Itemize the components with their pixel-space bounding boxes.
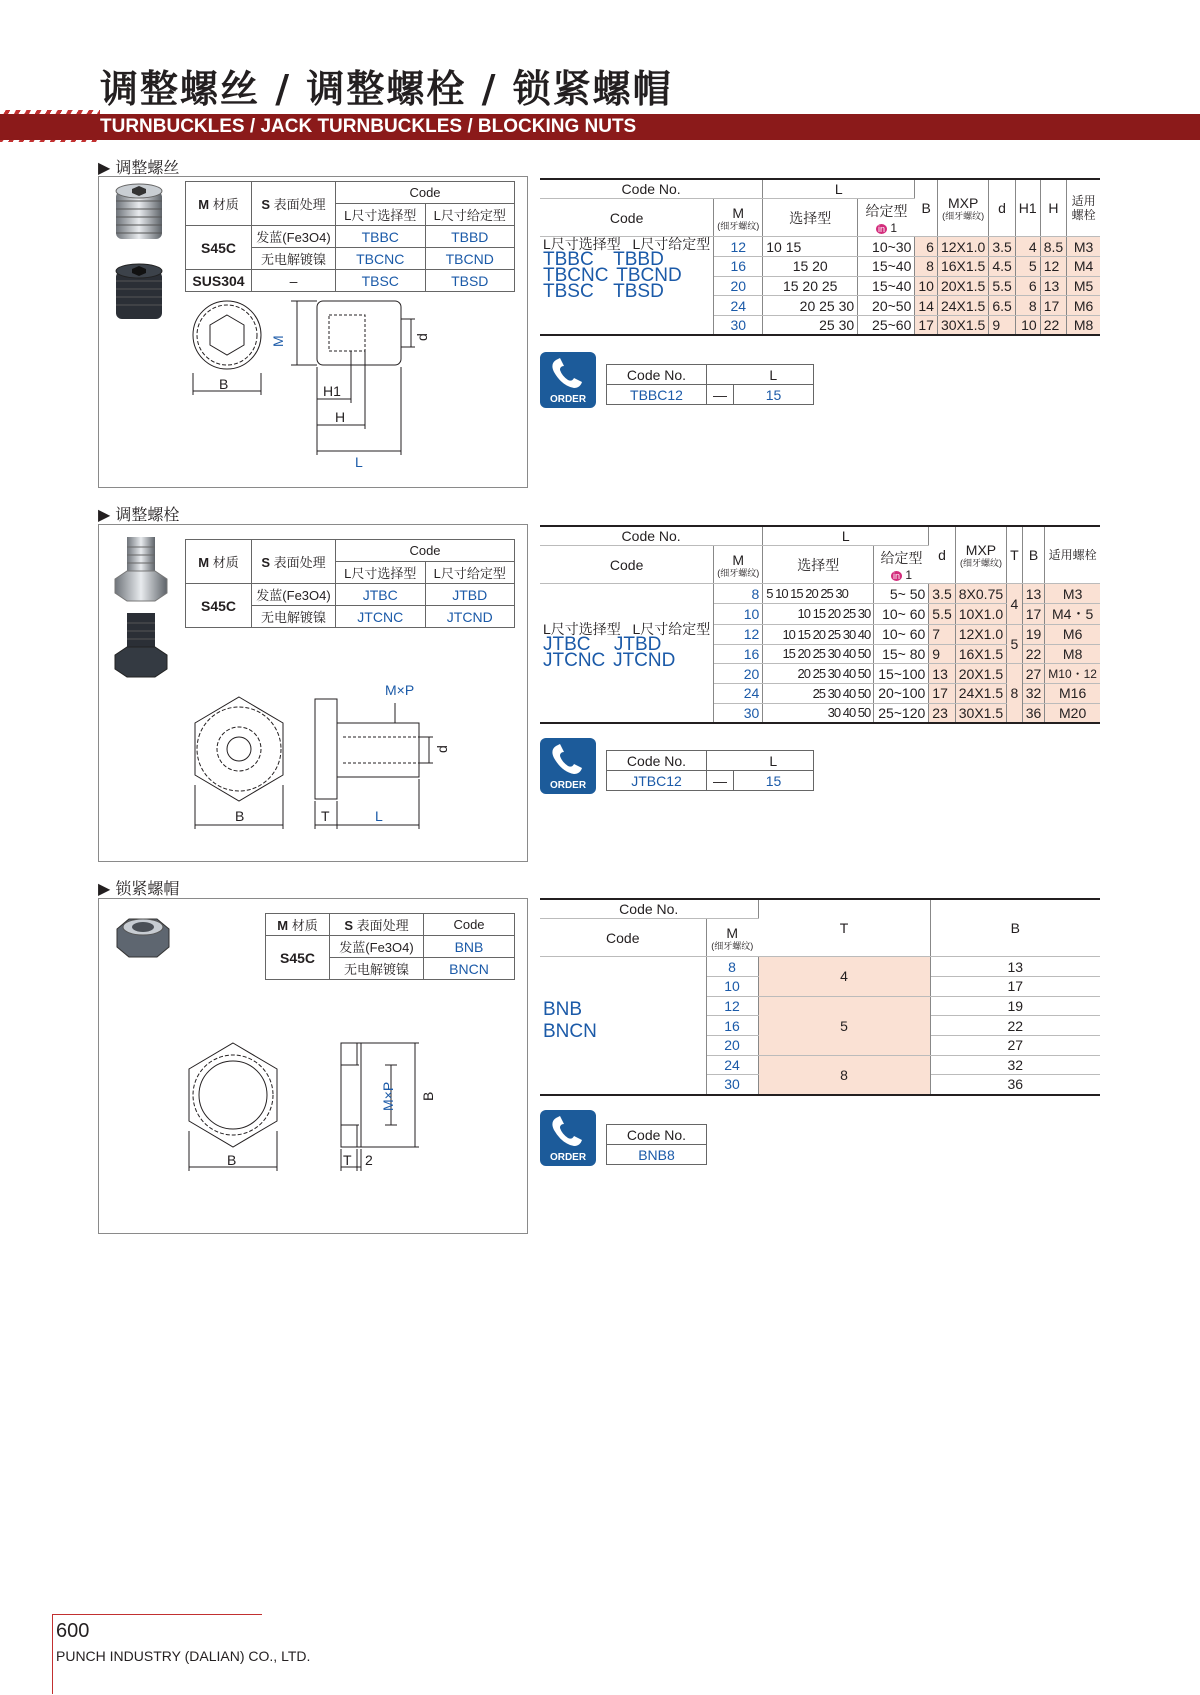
section-heading-jack-turnbuckles: ▶ 调整螺栓 [98,505,180,524]
section-heading-turnbuckles: ▶ 调整螺丝 [98,158,180,177]
jack-turnbuckle-spec-table: Code No. L d MXP (细牙螺纹) T B 适用螺栓 Code M (细牙螺纹) 选择型 给定型 in 1 L尺寸选择型 L尺寸给定型 JTBC JTBD JTCNC JTCND 8 5 10 15 20 25 30 5~ 50 3.5 8X0.75 4 13 M3 10 10 15 20 25 30 10~ 60 5.5 10X1.0 17 M4・5 12 10 15 20 25 30 40 10~ 60 7 12X1.0 5 19 M6 16 15 20 25 30 40 50 15~ 80 9 16X1.5 22 M8 20 20 25 30 40 50 15~100 13 20X1.5 8 27 M10・12 24 25 30 40 50 20~100 17 24X1.5 32 M16 30 30 40 50 25~120 23 30X1.5 36 M20 [540,525,1100,724]
page-title: 调整螺丝 / 调整螺栓 / 锁紧螺帽 [100,67,673,111]
jack-turnbuckle-photo-black [111,611,171,679]
svg-text:d: d [434,745,450,753]
jack-turnbuckle-panel [98,524,528,862]
jack-turnbuckle-order-example: Code No. L JTBC12 — 15 [606,750,814,791]
svg-text:M×P: M×P [385,682,415,698]
blocking-nut-code-list: BNB BNCN [540,957,706,1095]
svg-text:d: d [414,333,430,341]
turnbuckle-drawing [179,295,519,485]
turnbuckle-photo-black [113,261,165,323]
jack-turnbuckle-code-list: L尺寸选择型 L尺寸给定型 JTBC JTBD JTCNC JTCND [540,584,714,723]
turnbuckle-panel [98,176,528,488]
svg-text:B: B [235,808,245,824]
svg-text:M×P: M×P [380,1081,396,1111]
page-subtitle: TURNBUCKLES / JACK TURNBUCKLES / BLOCKING NUTS [100,116,637,137]
svg-text:2: 2 [365,1152,373,1168]
blocking-nut-panel [98,898,528,1234]
blocking-nut-order-example: Code No. BNB8 [606,1124,707,1165]
blocking-nut-drawing [179,1037,509,1227]
svg-text:L: L [355,454,363,470]
turnbuckle-photo-silver [113,181,165,243]
svg-text:T: T [343,1152,352,1168]
blocking-nut-spec-table: Code No. T B Code M (细牙螺纹) BNB BNCN 8 4 13 10 17 12 5 19 16 22 20 27 24 8 32 30 36 [540,898,1100,1096]
svg-text:L: L [375,808,383,824]
company-name: PUNCH INDUSTRY (DALIAN) CO., LTD. [56,1648,311,1664]
jack-turnbuckle-material-table: M 材质 S 表面处理 Code L尺寸选择型 L尺寸给定型 S45C 发蓝(Fe3O4) JTBC JTBD 无电解镀镍 JTCNC JTCND [185,539,515,628]
svg-text:H: H [335,409,346,425]
jack-turnbuckle-drawing [189,675,519,855]
page-number: 600 [56,1620,90,1642]
turnbuckle-order-example: Code No. L TBBC12 — 15 [606,364,814,405]
svg-text:B: B [219,376,229,392]
order-icon: ORDER [540,738,596,794]
svg-text:H1: H1 [323,383,341,399]
svg-text:M: M [270,335,286,347]
svg-text:B: B [420,1091,436,1101]
blocking-nut-material-table: M 材质 S 表面处理 Code S45C 发蓝(Fe3O4) BNB 无电解镀镍 BNCN [265,913,515,980]
section-heading-blocking-nuts: ▶ 锁紧螺帽 [98,879,180,898]
turnbuckle-code-list: L尺寸选择型 L尺寸给定型 TBBC TBBD TBCNC TBCND TBSC TBSD [540,237,714,335]
jack-turnbuckle-photo-silver [111,535,171,603]
turnbuckle-spec-table: Code No. L B MXP (细牙螺纹) d H1 H 适用螺栓 Code M (细牙螺纹) 选择型 给定型 in 1 L尺寸选择型 L尺寸给定型 TBBC TBBD TBCNC TBCND TBSC TBSD 12 10 15 10~30 6 12X1.0 3.5 4 8.5 M3 16 15 20 15~40 8 16X1.5 4.5 5 12 M4 20 15 20 25 15~40 10 20X1.5 5.5 6 13 M5 24 20 25 30 20~50 14 24X1.5 6.5 8 17 M6 30 25 30 25~60 17 30X1.5 9 10 22 M8 [540,178,1100,336]
order-icon: ORDER [540,1110,596,1166]
turnbuckle-material-table: M 材质 S 表面处理 Code L尺寸选择型 L尺寸给定型 S45C 发蓝(Fe3O4) TBBC TBBD 无电解镀镍 TBCNC TBCND SUS304 – TBSC TBSD [185,181,515,292]
order-icon: ORDER [540,352,596,408]
svg-text:B: B [227,1152,237,1168]
footer-rule [52,1614,262,1615]
footer-rule-vertical [52,1614,53,1694]
svg-text:T: T [321,808,330,824]
blocking-nut-photo [111,909,175,965]
